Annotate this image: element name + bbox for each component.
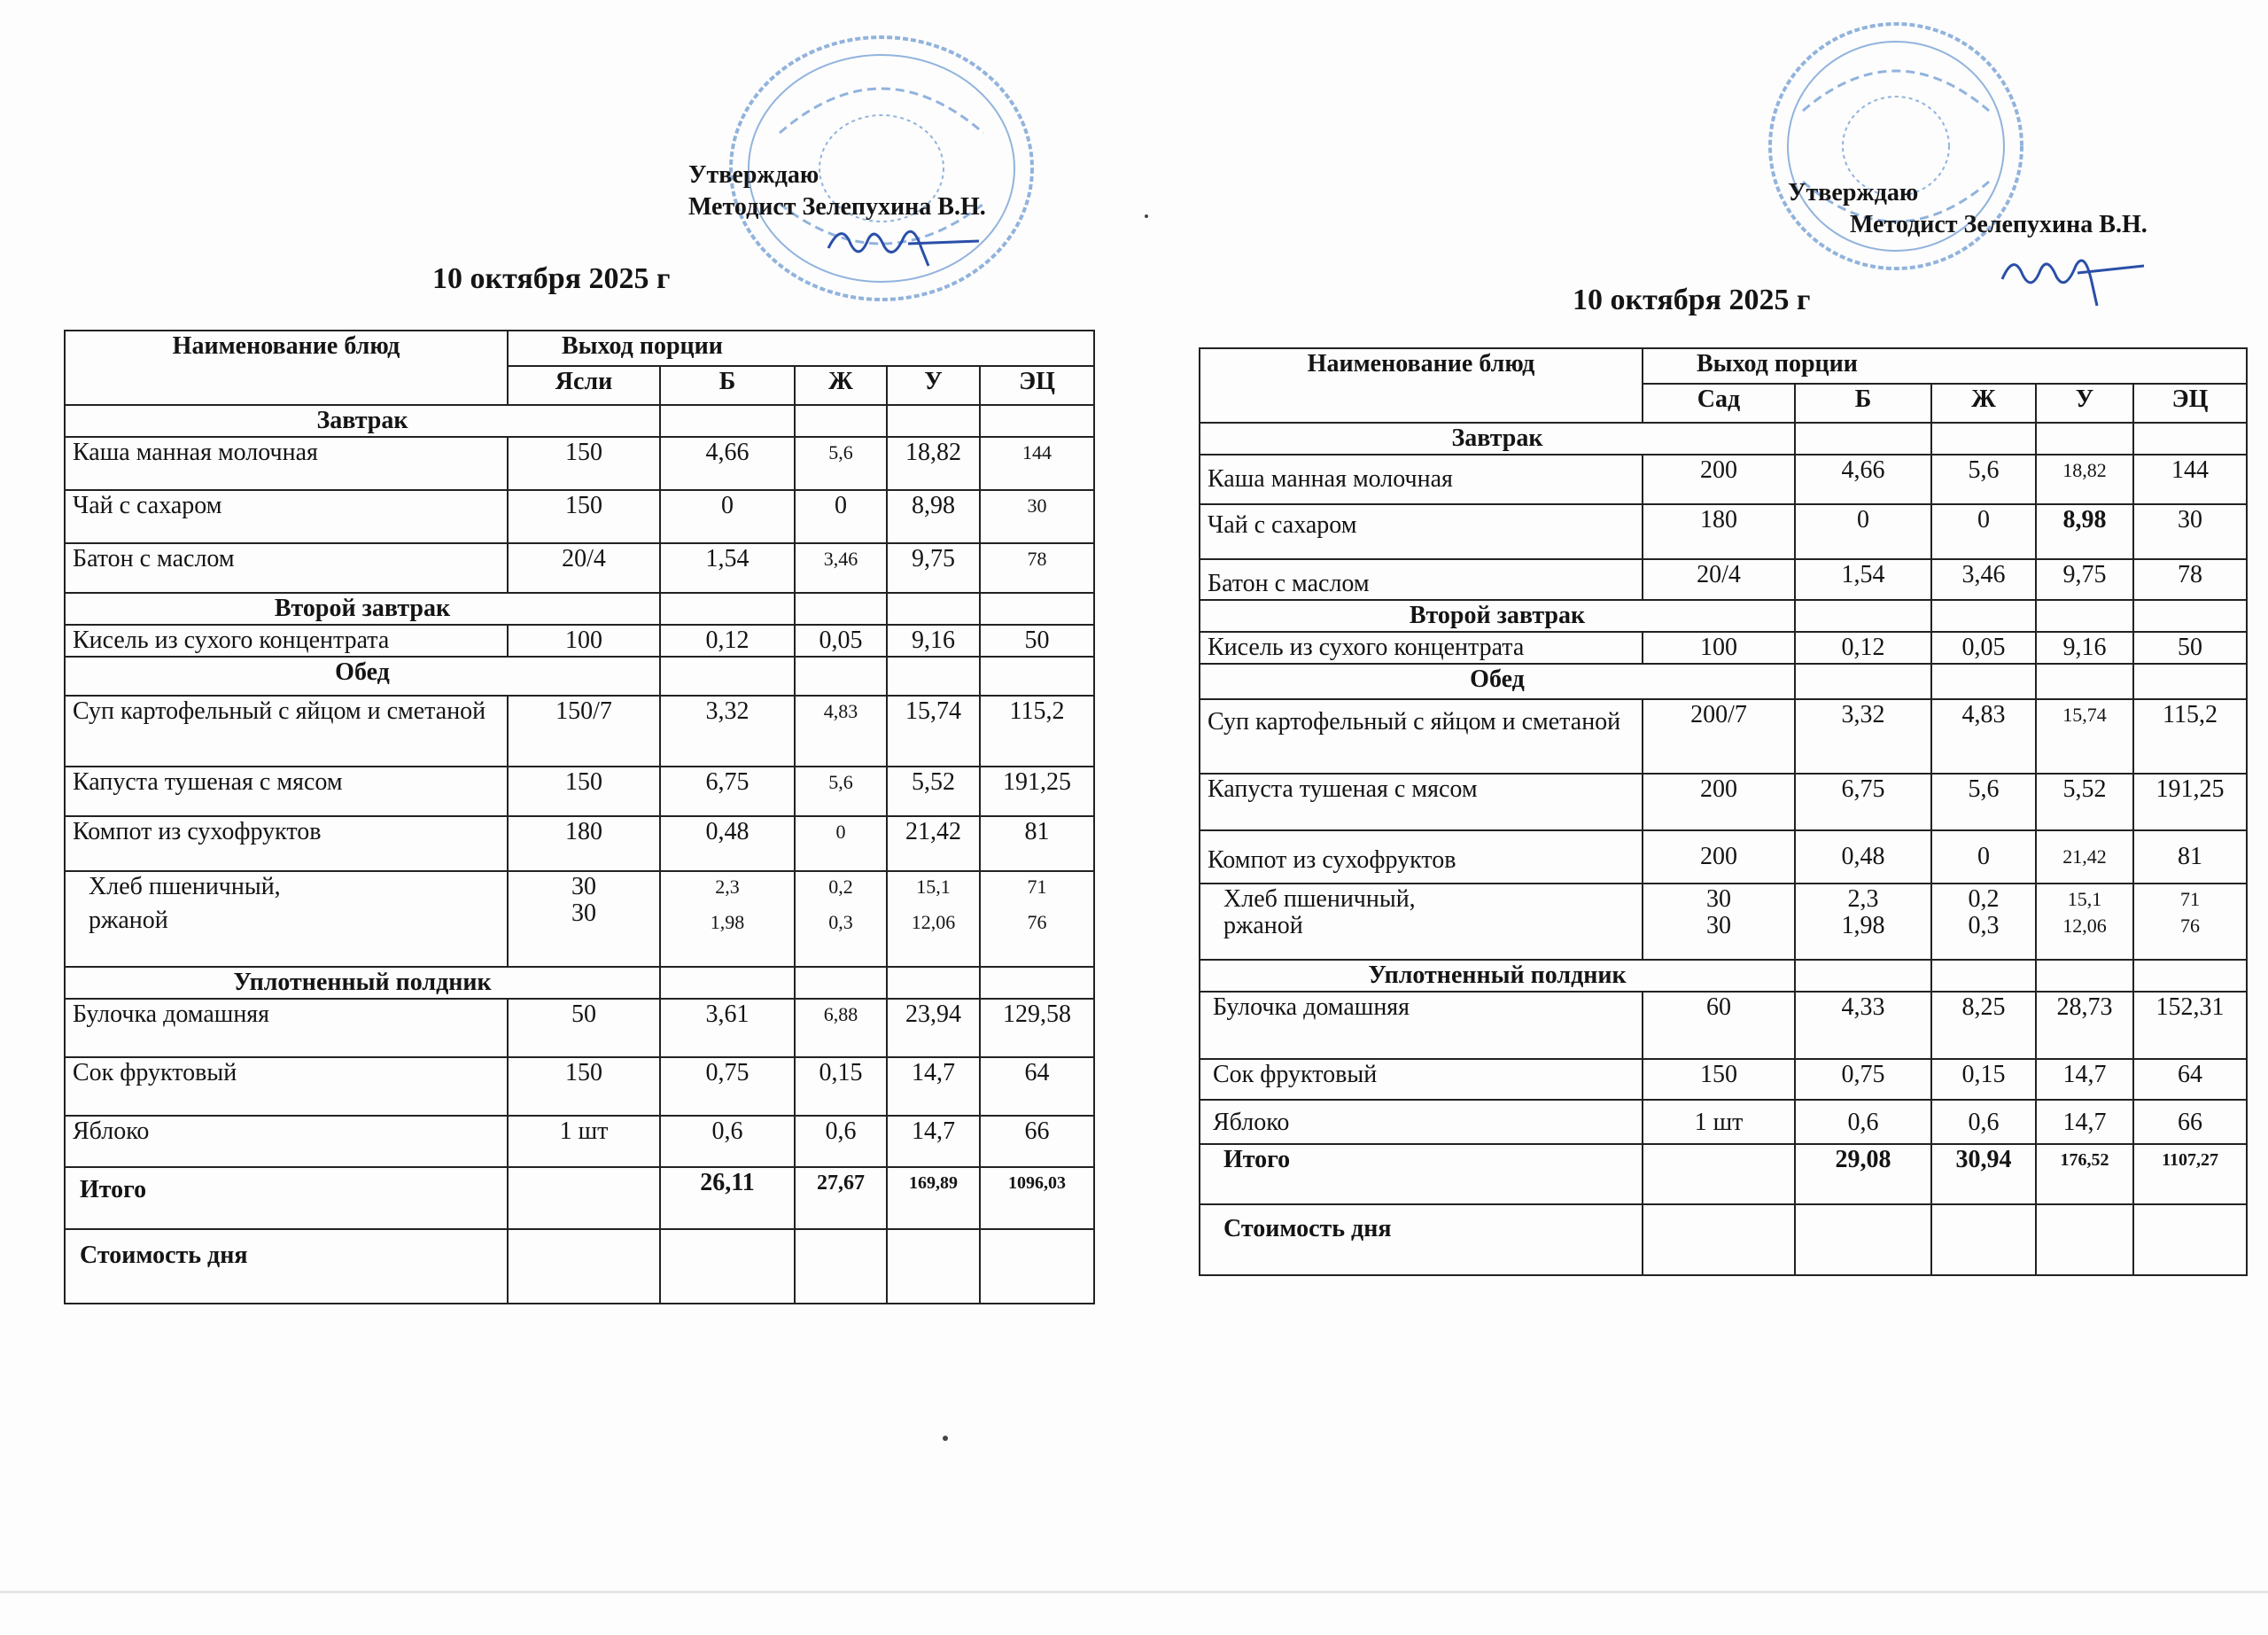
portion-out bbox=[508, 871, 660, 967]
section-row bbox=[65, 967, 1094, 999]
carbs: 15,74 bbox=[2036, 699, 2133, 774]
dish-name: Суп картофельный с яйцом и сметаной bbox=[1200, 699, 1643, 774]
energy: 30 bbox=[980, 490, 1094, 543]
total-energy: 1107,27 bbox=[2133, 1144, 2247, 1204]
col-header-zh: Ж bbox=[1931, 384, 2036, 423]
value-line: 76 bbox=[1027, 911, 1047, 933]
fat: 4,83 bbox=[795, 696, 887, 767]
dish-name: Яблоко bbox=[65, 1116, 508, 1167]
table-row bbox=[1200, 455, 2247, 504]
value-line: 2,3 bbox=[715, 876, 740, 898]
total-fat: 27,67 bbox=[795, 1167, 887, 1229]
portion-out: 150 bbox=[508, 490, 660, 543]
fat: 4,83 bbox=[1931, 699, 2036, 774]
protein: 6,75 bbox=[1795, 774, 1931, 830]
total-row bbox=[1200, 1144, 2247, 1204]
section-row bbox=[1200, 423, 2247, 455]
section-row bbox=[1200, 664, 2247, 699]
table-row bbox=[65, 625, 1094, 657]
carbs: 8,98 bbox=[2036, 504, 2133, 559]
fat: 0 bbox=[1931, 830, 2036, 884]
col-header-portion: Выход порции bbox=[1643, 348, 2247, 384]
total-carbs: 169,89 bbox=[887, 1167, 980, 1229]
cost-row bbox=[1200, 1204, 2247, 1275]
portion-out: 180 bbox=[1643, 504, 1795, 559]
dish-name: Кисель из сухого концентрата bbox=[65, 625, 508, 657]
section-row bbox=[1200, 600, 2247, 632]
energy: 78 bbox=[980, 543, 1094, 593]
col-header-u: У bbox=[2036, 384, 2133, 423]
table-row bbox=[1200, 504, 2247, 559]
dish-name: Батон с маслом bbox=[65, 543, 508, 593]
fat: 6,88 bbox=[795, 999, 887, 1057]
section-second-breakfast: Второй завтрак bbox=[65, 593, 660, 625]
carbs: 18,82 bbox=[2036, 455, 2133, 504]
value-line: 30 bbox=[1706, 885, 1731, 913]
carbs bbox=[2036, 884, 2133, 960]
portion-out: 200 bbox=[1643, 774, 1795, 830]
approval-block-left bbox=[688, 160, 986, 223]
dish-name: Чай с сахаром bbox=[65, 490, 508, 543]
dish-name: Булочка домашняя bbox=[65, 999, 508, 1057]
protein: 3,32 bbox=[660, 696, 795, 767]
portion-out: 100 bbox=[508, 625, 660, 657]
section-row bbox=[1200, 960, 2247, 992]
approver-name: Методист Зелепухина В.Н. bbox=[688, 193, 986, 221]
dish-name: Компот из сухофруктов bbox=[1200, 830, 1643, 884]
value-line: 0,3 bbox=[1968, 912, 2000, 939]
table-row bbox=[65, 1057, 1094, 1116]
fat bbox=[795, 871, 887, 967]
table-header-row bbox=[65, 331, 1094, 366]
portion-out: 50 bbox=[508, 999, 660, 1057]
table-row bbox=[1200, 632, 2247, 664]
section-lunch: Обед bbox=[1200, 664, 1795, 699]
protein bbox=[660, 871, 795, 967]
carbs: 15,74 bbox=[887, 696, 980, 767]
carbs: 5,52 bbox=[2036, 774, 2133, 830]
fat: 0 bbox=[795, 816, 887, 871]
protein: 0 bbox=[660, 490, 795, 543]
approver-name: Методист Зелепухина В.Н. bbox=[1850, 211, 2148, 238]
protein: 6,75 bbox=[660, 767, 795, 816]
dish-name: Сок фруктовый bbox=[1200, 1059, 1643, 1100]
table-row bbox=[1200, 774, 2247, 830]
value-line: 0,3 bbox=[828, 911, 853, 933]
table-row bbox=[65, 543, 1094, 593]
fat: 0,15 bbox=[795, 1057, 887, 1116]
value-line: 30 bbox=[571, 873, 596, 900]
table-row bbox=[65, 767, 1094, 816]
carbs: 18,82 bbox=[887, 437, 980, 490]
protein: 0,48 bbox=[660, 816, 795, 871]
protein: 4,66 bbox=[660, 437, 795, 490]
portion-out: 1 шт bbox=[508, 1116, 660, 1167]
total-energy: 1096,03 bbox=[980, 1167, 1094, 1229]
col-header-ec: ЭЦ bbox=[2133, 384, 2247, 423]
carbs bbox=[887, 871, 980, 967]
energy: 50 bbox=[980, 625, 1094, 657]
table-row bbox=[1200, 884, 2247, 960]
section-row bbox=[65, 657, 1094, 696]
table-row bbox=[65, 816, 1094, 871]
carbs: 9,75 bbox=[887, 543, 980, 593]
fat: 8,25 bbox=[1931, 992, 2036, 1059]
carbs: 8,98 bbox=[887, 490, 980, 543]
approve-label: Утверждаю bbox=[1788, 179, 1919, 206]
dish-name-line: Хлеб пшеничный, bbox=[89, 873, 281, 900]
value-line: 30 bbox=[1706, 912, 1731, 939]
energy bbox=[980, 871, 1094, 967]
carbs: 9,75 bbox=[2036, 559, 2133, 600]
dish-name-line: ржаной bbox=[89, 907, 168, 934]
table-row bbox=[65, 1116, 1094, 1167]
fat: 3,46 bbox=[1931, 559, 2036, 600]
value-line: 1,98 bbox=[1841, 912, 1885, 939]
table-row bbox=[65, 871, 1094, 967]
table-row bbox=[65, 999, 1094, 1057]
scan-bottom-edge bbox=[0, 1591, 2268, 1593]
total-protein: 26,11 bbox=[660, 1167, 795, 1229]
energy bbox=[2133, 884, 2247, 960]
carbs: 14,7 bbox=[887, 1116, 980, 1167]
energy: 64 bbox=[980, 1057, 1094, 1116]
carbs: 14,7 bbox=[2036, 1059, 2133, 1100]
table-row bbox=[1200, 830, 2247, 884]
scan-speck bbox=[943, 1436, 948, 1441]
carbs: 28,73 bbox=[2036, 992, 2133, 1059]
menu-date-right: 10 октября 2025 г bbox=[1573, 284, 1811, 316]
energy: 191,25 bbox=[980, 767, 1094, 816]
portion-out: 60 bbox=[1643, 992, 1795, 1059]
protein: 0 bbox=[1795, 504, 1931, 559]
fat: 0 bbox=[1931, 504, 2036, 559]
total-label: Итого bbox=[1200, 1144, 1643, 1204]
approval-block-right bbox=[1788, 177, 2148, 241]
cost-row bbox=[65, 1229, 1094, 1304]
dish-name: Каша манная молочная bbox=[65, 437, 508, 490]
fat: 0,6 bbox=[1931, 1100, 2036, 1144]
energy: 144 bbox=[2133, 455, 2247, 504]
carbs: 14,7 bbox=[2036, 1100, 2133, 1144]
fat bbox=[1931, 884, 2036, 960]
col-header-group: Сад bbox=[1643, 384, 1795, 423]
table-row bbox=[1200, 559, 2247, 600]
table-row bbox=[65, 696, 1094, 767]
portion-out: 200/7 bbox=[1643, 699, 1795, 774]
carbs: 9,16 bbox=[887, 625, 980, 657]
fat: 0,05 bbox=[795, 625, 887, 657]
protein: 0,12 bbox=[1795, 632, 1931, 664]
portion-out: 150 bbox=[508, 437, 660, 490]
section-row bbox=[65, 405, 1094, 437]
energy: 152,31 bbox=[2133, 992, 2247, 1059]
protein bbox=[1795, 884, 1931, 960]
table-row bbox=[65, 490, 1094, 543]
fat: 5,6 bbox=[795, 767, 887, 816]
value-line: 1,98 bbox=[710, 911, 745, 933]
total-carbs: 176,52 bbox=[2036, 1144, 2133, 1204]
col-header-dish: Наименование блюд bbox=[1200, 348, 1643, 423]
menu-table-kindergarten bbox=[1199, 347, 2248, 1276]
dish-name: Батон с маслом bbox=[1200, 559, 1643, 600]
protein: 0,6 bbox=[1795, 1100, 1931, 1144]
portion-out: 200 bbox=[1643, 830, 1795, 884]
portion-out: 150 bbox=[1643, 1059, 1795, 1100]
section-lunch: Обед bbox=[65, 657, 660, 696]
portion-out: 100 bbox=[1643, 632, 1795, 664]
table-row bbox=[1200, 992, 2247, 1059]
col-header-zh: Ж bbox=[795, 366, 887, 405]
dish-name: Компот из сухофруктов bbox=[65, 816, 508, 871]
portion-out: 20/4 bbox=[508, 543, 660, 593]
dish-name: Сок фруктовый bbox=[65, 1057, 508, 1116]
fat: 5,6 bbox=[1931, 455, 2036, 504]
energy: 78 bbox=[2133, 559, 2247, 600]
table-row bbox=[1200, 1059, 2247, 1100]
energy: 191,25 bbox=[2133, 774, 2247, 830]
dish-name: Суп картофельный с яйцом и сметаной bbox=[65, 696, 508, 767]
energy: 115,2 bbox=[980, 696, 1094, 767]
portion-out bbox=[1643, 884, 1795, 960]
value-line: 71 bbox=[2180, 888, 2201, 910]
energy: 66 bbox=[980, 1116, 1094, 1167]
dish-name-line: ржаной bbox=[1223, 912, 1303, 939]
menu-table-nursery bbox=[64, 330, 1095, 1304]
carbs: 9,16 bbox=[2036, 632, 2133, 664]
value-line: 71 bbox=[1027, 876, 1047, 898]
total-fat: 30,94 bbox=[1931, 1144, 2036, 1204]
dish-name: Чай с сахаром bbox=[1200, 504, 1643, 559]
scan-speck bbox=[1145, 214, 1148, 218]
col-header-dish: Наименование блюд bbox=[65, 331, 508, 405]
value-line: 76 bbox=[2180, 915, 2201, 937]
protein: 0,75 bbox=[660, 1057, 795, 1116]
total-protein: 29,08 bbox=[1795, 1144, 1931, 1204]
value-line: 15,1 bbox=[916, 876, 951, 898]
menu-date-left: 10 октября 2025 г bbox=[432, 262, 671, 295]
cost-label: Стоимость дня bbox=[65, 1229, 508, 1304]
value-line: 12,06 bbox=[2062, 915, 2107, 937]
fat: 5,6 bbox=[1931, 774, 2036, 830]
energy: 129,58 bbox=[980, 999, 1094, 1057]
energy: 81 bbox=[2133, 830, 2247, 884]
dish-name bbox=[65, 871, 508, 967]
portion-out: 20/4 bbox=[1643, 559, 1795, 600]
energy: 30 bbox=[2133, 504, 2247, 559]
carbs: 21,42 bbox=[887, 816, 980, 871]
energy: 81 bbox=[980, 816, 1094, 871]
section-row bbox=[65, 593, 1094, 625]
fat: 0,05 bbox=[1931, 632, 2036, 664]
carbs: 21,42 bbox=[2036, 830, 2133, 884]
table-row bbox=[1200, 699, 2247, 774]
fat: 0,15 bbox=[1931, 1059, 2036, 1100]
portion-out: 150 bbox=[508, 767, 660, 816]
value-line: 2,3 bbox=[1847, 885, 1879, 913]
protein: 3,61 bbox=[660, 999, 795, 1057]
value-line: 0,2 bbox=[828, 876, 853, 898]
col-header-b: Б bbox=[660, 366, 795, 405]
dish-name bbox=[1200, 884, 1643, 960]
fat: 0 bbox=[795, 490, 887, 543]
portion-out: 1 шт bbox=[1643, 1100, 1795, 1144]
cost-label: Стоимость дня bbox=[1200, 1204, 1643, 1275]
total-row bbox=[65, 1167, 1094, 1229]
energy: 115,2 bbox=[2133, 699, 2247, 774]
protein: 0,75 bbox=[1795, 1059, 1931, 1100]
energy: 64 bbox=[2133, 1059, 2247, 1100]
protein: 0,48 bbox=[1795, 830, 1931, 884]
table-row bbox=[65, 437, 1094, 490]
protein: 3,32 bbox=[1795, 699, 1931, 774]
energy: 66 bbox=[2133, 1100, 2247, 1144]
table-header-row bbox=[1200, 348, 2247, 384]
value-line: 12,06 bbox=[911, 911, 956, 933]
total-label: Итого bbox=[65, 1167, 508, 1229]
dish-name: Капуста тушеная с мясом bbox=[1200, 774, 1643, 830]
protein: 0,6 bbox=[660, 1116, 795, 1167]
approve-label: Утверждаю bbox=[688, 161, 819, 189]
dish-name: Яблоко bbox=[1200, 1100, 1643, 1144]
fat: 3,46 bbox=[795, 543, 887, 593]
section-breakfast: Завтрак bbox=[65, 405, 660, 437]
col-header-ec: ЭЦ bbox=[980, 366, 1094, 405]
dish-name-line: Хлеб пшеничный, bbox=[1223, 885, 1416, 913]
protein: 0,12 bbox=[660, 625, 795, 657]
value-line: 15,1 bbox=[2067, 888, 2102, 910]
portion-out: 150 bbox=[508, 1057, 660, 1116]
section-snack: Уплотненный полдник bbox=[1200, 960, 1795, 992]
carbs: 5,52 bbox=[887, 767, 980, 816]
carbs: 23,94 bbox=[887, 999, 980, 1057]
col-header-u: У bbox=[887, 366, 980, 405]
portion-out: 200 bbox=[1643, 455, 1795, 504]
col-header-portion: Выход порции bbox=[508, 331, 1094, 366]
dish-name: Булочка домашняя bbox=[1200, 992, 1643, 1059]
section-breakfast: Завтрак bbox=[1200, 423, 1795, 455]
table-row bbox=[1200, 1100, 2247, 1144]
protein: 1,54 bbox=[660, 543, 795, 593]
signature-right bbox=[1998, 239, 2148, 310]
col-header-group: Ясли bbox=[508, 366, 660, 405]
dish-name: Капуста тушеная с мясом bbox=[65, 767, 508, 816]
protein: 1,54 bbox=[1795, 559, 1931, 600]
energy: 50 bbox=[2133, 632, 2247, 664]
protein: 4,66 bbox=[1795, 455, 1931, 504]
section-snack: Уплотненный полдник bbox=[65, 967, 660, 999]
fat: 5,6 bbox=[795, 437, 887, 490]
portion-out: 180 bbox=[508, 816, 660, 871]
protein: 4,33 bbox=[1795, 992, 1931, 1059]
dish-name: Каша манная молочная bbox=[1200, 455, 1643, 504]
carbs: 14,7 bbox=[887, 1057, 980, 1116]
col-header-b: Б bbox=[1795, 384, 1931, 423]
value-line: 0,2 bbox=[1968, 885, 2000, 913]
dish-name: Кисель из сухого концентрата bbox=[1200, 632, 1643, 664]
fat: 0,6 bbox=[795, 1116, 887, 1167]
energy: 144 bbox=[980, 437, 1094, 490]
value-line: 30 bbox=[571, 899, 596, 927]
section-second-breakfast: Второй завтрак bbox=[1200, 600, 1795, 632]
portion-out: 150/7 bbox=[508, 696, 660, 767]
